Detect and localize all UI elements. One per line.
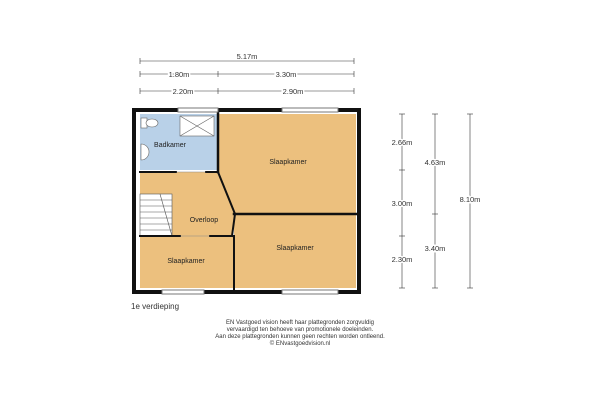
shower-icon bbox=[180, 116, 214, 136]
floor-label: 1e verdieping bbox=[131, 302, 180, 311]
dim-total-height: 8.10m bbox=[459, 195, 481, 204]
dim-width-2b: 2.90m bbox=[282, 87, 304, 96]
toilet-icon bbox=[141, 118, 158, 128]
room-label-slaapkamer-left: Slaapkamer bbox=[167, 258, 205, 265]
dim-width-1b: 3.30m bbox=[275, 70, 297, 79]
dim-height-1c: 2.30m bbox=[391, 255, 413, 264]
disclaimer-line: vervaardigd ten behoeve van promotionele doeleinden. bbox=[226, 327, 374, 333]
staircase bbox=[140, 194, 172, 236]
disclaimer bbox=[150, 320, 450, 348]
disclaimer-line: Aan deze plattegronden kunnen geen rechten worden ontleend. bbox=[215, 334, 385, 340]
dim-width-2a: 2.20m bbox=[172, 87, 194, 96]
dim-height-2b: 3.40m bbox=[424, 244, 446, 253]
dim-height-2a: 4.63m bbox=[424, 158, 446, 167]
dim-total-width: 5.17m bbox=[236, 52, 258, 61]
dim-height-1a: 2.66m bbox=[391, 138, 413, 147]
room-label-slaapkamer-main: Slaapkamer bbox=[269, 159, 307, 166]
room-label-badkamer: Badkamer bbox=[154, 142, 186, 149]
disclaimer-line: EN Vastgoed vision heeft haar plattegronden zorgvuldig bbox=[226, 320, 374, 326]
disclaimer-line: © ENvastgoedvision.nl bbox=[269, 341, 331, 347]
room-label-overloop: Overloop bbox=[189, 217, 219, 224]
room-label-slaapkamer-right: Slaapkamer bbox=[276, 245, 314, 252]
dim-width-1a: 1.80m bbox=[168, 70, 190, 79]
dim-height-1b: 3.00m bbox=[391, 199, 413, 208]
